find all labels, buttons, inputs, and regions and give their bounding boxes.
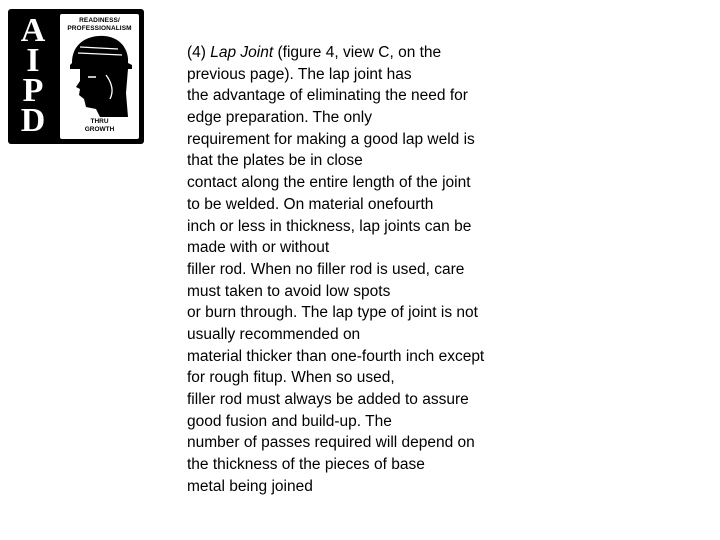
logo-letter-d: D — [20, 102, 46, 139]
text-line: material thicker than one-fourth inch except — [187, 347, 485, 365]
logo-motto-growth: GROWTH — [84, 126, 115, 133]
text-line: good fusion and build-up. The — [187, 412, 392, 430]
text-line: the thickness of the pieces of base — [187, 456, 425, 474]
logo-emblem-panel — [60, 14, 139, 139]
logo-letter-i: I — [26, 42, 40, 79]
text-line: number of passes required will depend on — [187, 434, 475, 452]
logo-motto-professionalism: PROFESSIONALISM — [67, 25, 132, 32]
text-line: inch or less in thickness, lap joints can be — [187, 217, 472, 235]
text-line: filler rod must always be added to assure — [187, 391, 469, 408]
text-line: usually recommended on — [187, 325, 361, 343]
text-line: that the plates be in close — [187, 152, 363, 170]
logo-motto-readiness: READINESS/ — [79, 17, 120, 24]
text-line: filler rod. When no filler rod is used, care — [187, 260, 465, 278]
logo-motto-top — [60, 17, 139, 33]
soldier-helmet-icon — [66, 33, 133, 117]
text-line: previous page). The lap joint has — [187, 65, 412, 83]
logo-letters — [14, 12, 52, 139]
lap-joint-heading: Lap Joint — [210, 44, 274, 61]
text-line: contact along the entire length of the joint — [187, 174, 471, 192]
aipd-logo — [8, 9, 144, 144]
logo-motto-thru: THRU — [90, 118, 109, 125]
text-line: or burn through. The lap type of joint is not — [187, 304, 478, 322]
text-line: for rough fitup. When so used, — [187, 369, 395, 387]
text-line: requirement for making a good lap weld is — [187, 130, 475, 148]
logo-letter-a: A — [20, 12, 46, 49]
body-text — [187, 42, 484, 497]
logo-motto-bottom — [60, 118, 139, 134]
text-line: made with or without — [187, 239, 330, 257]
logo-letter-p: P — [22, 72, 44, 109]
text-line: must taken to avoid low spots — [187, 282, 391, 300]
text-line: metal being joined — [187, 477, 313, 495]
text-line: (4) Lap Joint (figure 4, view C, on the — [187, 44, 442, 61]
text-line: to be welded. On material onefourth — [187, 195, 434, 213]
text-line: the advantage of eliminating the need for — [187, 87, 468, 105]
text-line: edge preparation. The only — [187, 109, 372, 127]
